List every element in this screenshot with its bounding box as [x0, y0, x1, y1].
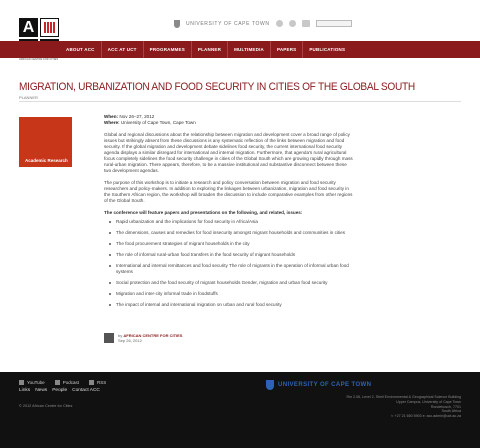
page-title: MIGRATION, URBANIZATION AND FOOD SECURITY IN CITIES OF THE GLOBAL SOUTH: [19, 81, 415, 93]
rss-icon: [89, 380, 94, 385]
nav-item-acc-at-uct[interactable]: ACC AT UCT: [101, 41, 143, 58]
podcast-icon: [55, 380, 60, 385]
where-label: Where:: [104, 120, 120, 125]
uct-top-link[interactable]: UNIVERSITY OF CAPE TOWN: [186, 20, 270, 27]
avatar: [104, 333, 114, 343]
podcast-label: Podcast: [62, 380, 79, 385]
rss-label: RSS: [96, 380, 107, 385]
nav-item-publications[interactable]: PUBLICATIONS: [302, 41, 351, 58]
nav-item-about-acc[interactable]: ABOUT ACC: [66, 47, 95, 52]
globe-icon[interactable]: [289, 20, 296, 27]
author-link[interactable]: AFRICAN CENTRE FOR CITIES: [123, 333, 183, 338]
footer-rss[interactable]: [89, 380, 106, 385]
author-prefix: by: [118, 333, 123, 338]
list-item: The food procurement strategies of migrant households in the city: [116, 241, 354, 247]
logo-subtitle: AFRICAN CENTRE FOR CITIES: [19, 58, 59, 61]
nav-item-papers[interactable]: PAPERS: [270, 41, 302, 58]
footer-links: [19, 388, 100, 393]
where-value: University of Cape Town, Cape Town: [120, 120, 196, 125]
when-label: When:: [104, 114, 119, 119]
search-input[interactable]: [316, 20, 352, 27]
category-tile-label[interactable]: Academic Research: [25, 158, 68, 163]
africa-icon[interactable]: [302, 20, 310, 27]
list-item: The dimensions, causes and remedies for food insecurity amongst migrant households and communities in cities: [116, 230, 354, 236]
bird-icon[interactable]: [276, 20, 283, 27]
purpose-paragraph: The purpose of this workshop is to initiate a research and policy conversation between migration and food security researchers and policy-makers. In addition to exploring the linkages between urbanization, migration and food security in the Southern African region, the workshop will broaden the discussion to include comparative examples from other regions of the Global South.: [104, 180, 353, 203]
logo-bars-icon: [40, 18, 59, 37]
uct-crest-icon: [266, 380, 274, 390]
list-item: International and internal remittances and food security The role of migrants in the operation of informal urban food systems: [116, 263, 354, 275]
address-line: Upper Campus, University of Cape Town: [396, 399, 461, 404]
list-item: Social protection and the food security of migrant households Gender, migration and urban food security: [116, 280, 354, 286]
list-item: The role of informal rural-urban food transfers in the food security of migrant households: [116, 252, 354, 258]
address-line: South Africa: [441, 409, 461, 414]
footer-uct-name: UNIVERSITY OF CAPE TOWN: [278, 382, 372, 388]
post-author: [104, 333, 182, 343]
footer-podcast[interactable]: [55, 380, 79, 385]
footer-link-contact[interactable]: Contact ACC: [72, 388, 100, 393]
logo-letter-a: A: [19, 18, 38, 37]
intro-paragraph: Global and regional discussions about the relationship between migration and development cover a broad range of policy issues but strikingly absent from these discussions is any systematic reflection of the links between migration and food security. If the global migration and development debate sidelines food security, the current international food security agenda displays a similar disregard for international and internal migration. Furthermore, that agenda's rural agricultural focus completely sidelines the food security challenge in cities of the Global South which are growing rapidly through mass rural-urban migration. There appears, therefore, to be a massive institutional and substantive disconnect between these two development agendas.: [104, 132, 353, 173]
main-nav: [64, 41, 351, 58]
author-text: [118, 333, 182, 343]
when-value: Nov 26–27, 2012: [119, 114, 155, 119]
uct-top-bar: [174, 19, 352, 28]
issues-lead: The conference will feature papers and presentations on the following, and related, issues:: [104, 210, 303, 215]
footer-youtube[interactable]: [19, 380, 45, 385]
footer-link-people[interactable]: People: [52, 388, 68, 393]
footer-uct-logo[interactable]: [266, 380, 371, 390]
list-item: Migration and inter-city informal trade in foodstuffs: [116, 291, 354, 297]
list-item: Rapid urbanization and the implications for food security in Africa/Asia: [116, 219, 354, 225]
footer-address: [261, 395, 461, 419]
uct-crest-icon[interactable]: [174, 20, 180, 28]
youtube-icon: [19, 380, 24, 385]
footer-link-news[interactable]: News: [35, 388, 48, 393]
nav-item-multimedia[interactable]: MULTIMEDIA: [227, 41, 270, 58]
address-line: Rondebosch, 7701: [430, 404, 461, 409]
title-divider: [19, 101, 461, 102]
list-item: The impact of internal and international migration on urban and rural food security: [116, 302, 354, 308]
nav-item-planner[interactable]: PLANNER: [191, 41, 227, 58]
nav-item-programmes[interactable]: PROGRAMMES: [143, 41, 191, 58]
issues-list: [104, 219, 354, 308]
youtube-label: YouTube: [27, 380, 45, 385]
address-line: Rm 2.06, Level 2, Shell Environmental & Geographical Science Building: [346, 395, 461, 399]
footer-link-links[interactable]: Links: [19, 388, 31, 393]
event-content: [104, 114, 354, 313]
footer-copyright: © 2012 African Centre for Cities: [19, 404, 73, 408]
post-date: Sep 26, 2012: [118, 338, 142, 343]
event-where: [104, 120, 354, 126]
footer-social: [19, 380, 106, 385]
page-category[interactable]: PLANNER: [19, 95, 38, 100]
address-contact: t: +27 21 650 5903 e: acc.admin@uct.ac.za: [391, 414, 461, 419]
